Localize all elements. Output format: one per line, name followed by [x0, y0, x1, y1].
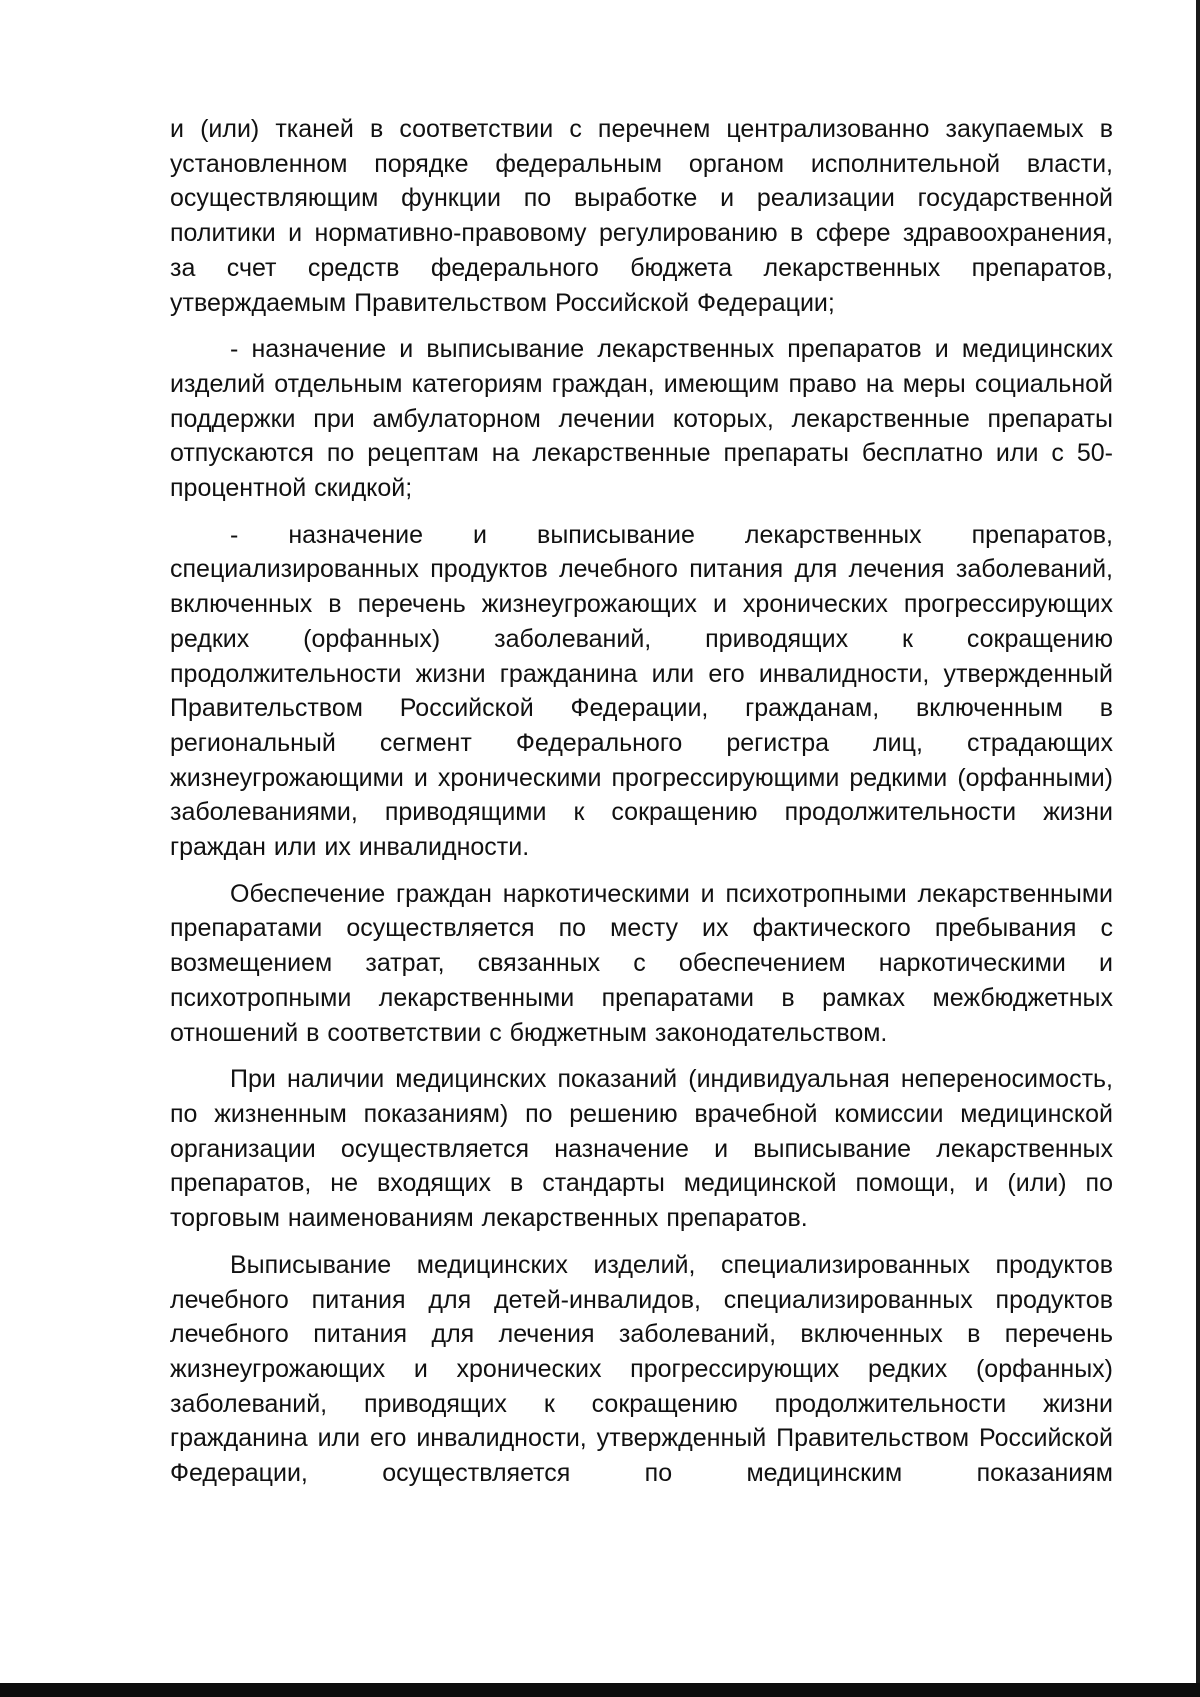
- paragraph-bullet-social-support: - назначение и выписывание лекарственных препаратов и медицинских изделий отдельным категориям граждан, имеющим право на меры социальной поддержки при амбулаторном лечении которых, лекарственные препараты отпускаются по рецептам на лекарственные препараты бесплатно или с 50-процентной скидкой;: [170, 335, 1113, 503]
- scan-edge-bottom: [0, 1683, 1200, 1697]
- paragraph-continuation: и (или) тканей в соответствии с перечнем централизованно закупаемых в установленном порядке федеральным органом исполнительной власти, осуществляющим функции по выработке и реализации государственной политики и нормативно-правовому регулированию в сфере здравоохранения, за счет средств федерального бюджета лекарственных препаратов, утверждаемым Правительством Российской Федерации;: [170, 115, 1113, 317]
- paragraph-bullet-orphan-diseases: - назначение и выписывание лекарственных препаратов, специализированных продуктов лечебного питания для лечения заболеваний, включенных в перечень жизнеугрожающих и хронических прогрессирующих редких (орфанных) заболеваний, приводящих к сокращению продолжительности жизни гражданина или его инвалидности, утвержденный Правительством Российской Федерации, гражданам, включенным в региональный сегмент Федерального регистра лиц, страдающих жизнеугрожающими и хроническими прогрессирующими редкими (орфанными) заболеваниями, приводящими к сокращению продолжительности жизни граждан или их инвалидности.: [170, 520, 1113, 862]
- paragraph-narcotic-provision: Обеспечение граждан наркотическими и психотропными лекарственными препаратами осуществляется по месту их фактического пребывания с возмещением затрат, связанных с обеспечением наркотическими и психотропными лекарственными препаратами в рамках межбюджетных отношений в соответствии с бюджетным законодательством.: [170, 879, 1113, 1047]
- paragraph-medical-indications: При наличии медицинских показаний (индивидуальная непереносимость, по жизненным показаниям) по решению врачебной комиссии медицинской организации осуществляется назначение и выписывание лекарственных препаратов, не входящих в стандарты медицинской помощи, и (или) по торговым наименованиям лекарственных препаратов.: [170, 1065, 1113, 1233]
- document-body: [170, 112, 1113, 1503]
- paragraph-medical-devices: Выписывание медицинских изделий, специализированных продуктов лечебного питания для детей-инвалидов, специализированных продуктов лечебного питания для лечения заболеваний, включенных в перечень жизнеугрожающих и хронических прогрессирующих редких (орфанных) заболеваний, приводящих к сокращению продолжительности жизни гражданина или его инвалидности, утвержденный Правительством Российской Федерации, осуществляется по медицинским показаниям: [170, 1250, 1113, 1488]
- scan-edge-right: [1196, 0, 1200, 1697]
